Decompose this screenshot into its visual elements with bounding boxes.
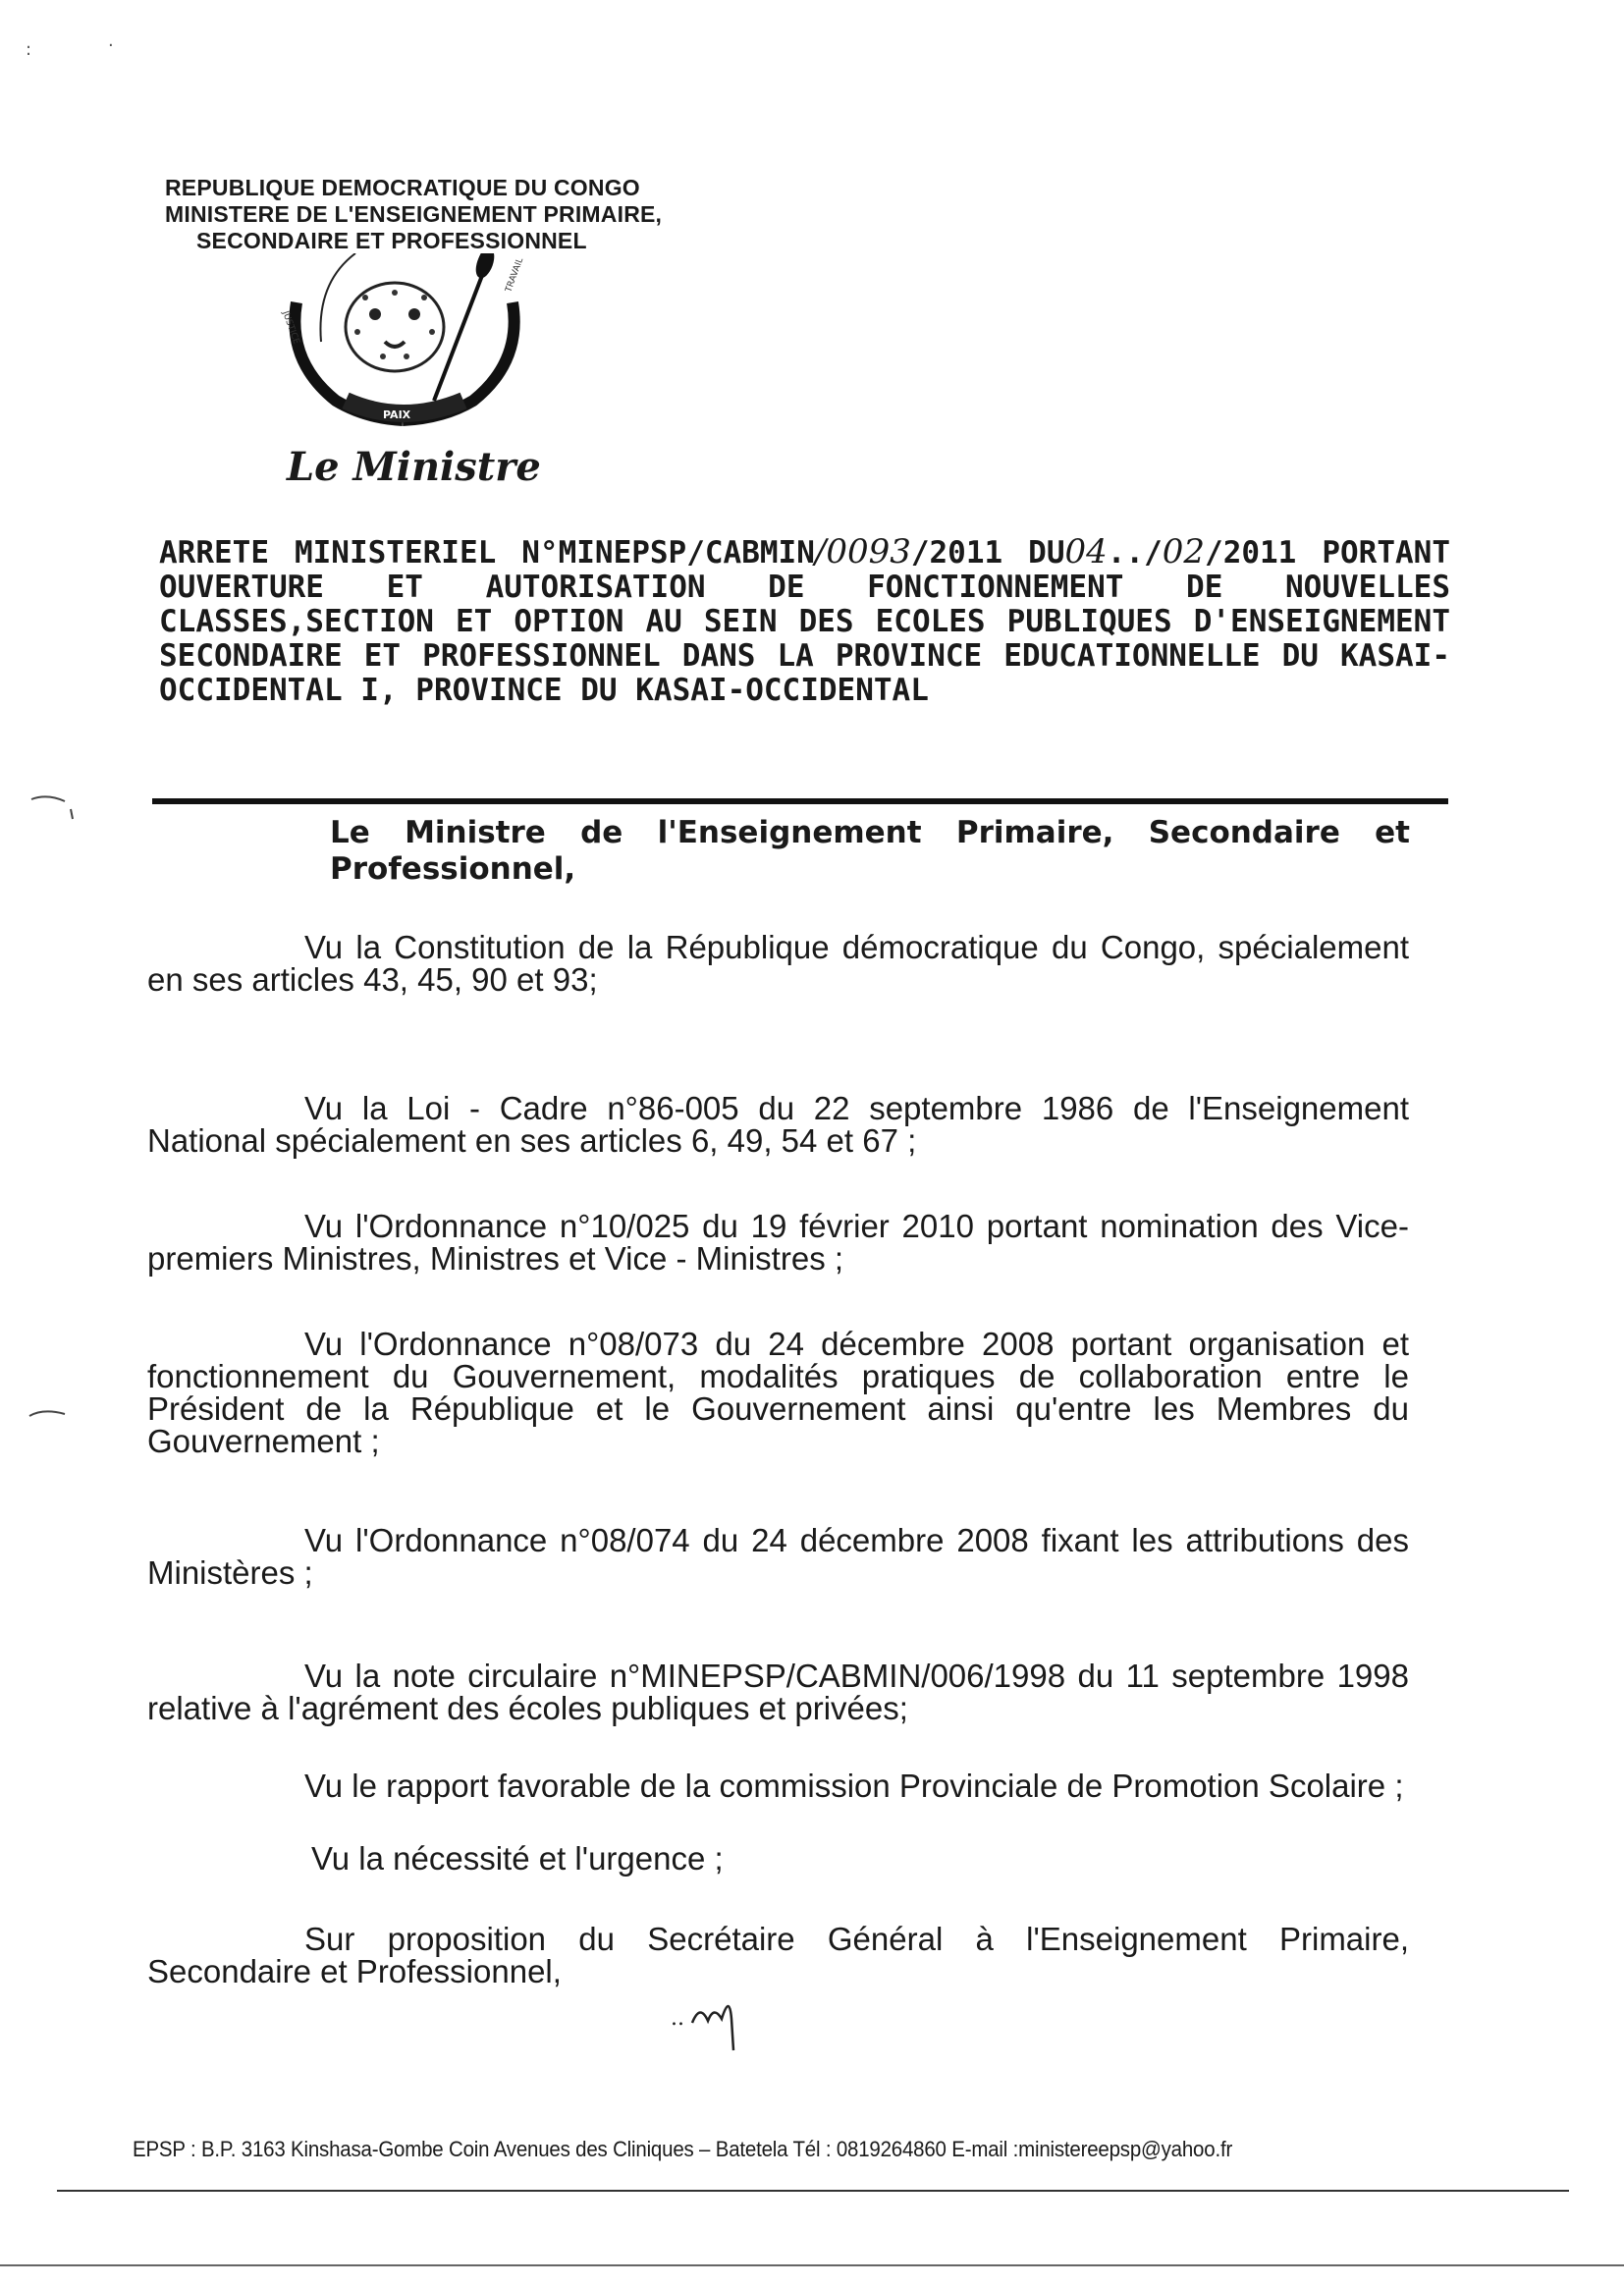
paragraph-constitution: Vu la Constitution de la République démocratique du Congo, spécialement en ses articles 43, 45, 90 et 93; bbox=[147, 929, 1409, 998]
emblem-motto-left: JUSTICE bbox=[280, 309, 301, 346]
paragraph-ordonnance-organisation: Vu l'Ordonnance n°08/073 du 24 décembre 2008 portant organisation et fonctionnement du Gouvernement, modalités pratiques de collaboration entre le Président de la République et le Gouvernement ainsi qu'entre les Membres du Gouvernement ; bbox=[147, 1326, 1409, 1459]
decree-number-handwritten: /0093 bbox=[814, 532, 911, 572]
emblem-motto-bottom: PAIX bbox=[383, 408, 411, 421]
heading-divider bbox=[152, 798, 1448, 804]
paragraph-proposition: Sur proposition du Secrétaire Général à l'Enseignement Primaire, Secondaire et Professionnel, bbox=[147, 1921, 1409, 1989]
handwritten-initials bbox=[671, 1984, 759, 2052]
scan-speck: · bbox=[108, 35, 114, 56]
header-ministry-cont: SECONDAIRE ET PROFESSIONNEL bbox=[196, 228, 587, 253]
decree-year-end: /2011 bbox=[1205, 535, 1297, 571]
scan-margin-mark bbox=[26, 1404, 69, 1424]
paragraph-ordonnance-nomination: Vu l'Ordonnance n°10/025 du 19 février 2010 portant nomination des Vice-premiers Ministres, Ministres et Vice - Ministres ; bbox=[147, 1208, 1409, 1277]
emblem-motto-right: TRAVAIL bbox=[504, 256, 526, 295]
paragraph-loi-cadre: Vu la Loi - Cadre n°86-005 du 22 septembre 1986 de l'Enseignement National spécialement en ses articles 6, 49, 54 et 67 ; bbox=[147, 1090, 1409, 1159]
decree-year: /2011 DU bbox=[910, 535, 1065, 571]
paragraph-rapport: Vu le rapport favorable de la commission Provinciale de Promotion Scolaire ; bbox=[304, 1768, 1404, 1804]
footer-contact: EPSP : B.P. 3163 Kinshasa-Gombe Coin Avenues des Cliniques – Batetela Tél : 0819264860 E-mail :ministereepsp@yahoo.fr bbox=[133, 2137, 1233, 2161]
decree-date-sep: ../ bbox=[1107, 535, 1163, 571]
header-ministry: MINISTERE DE L'ENSEIGNEMENT PRIMAIRE, bbox=[165, 201, 663, 227]
decree-heading bbox=[159, 532, 1450, 708]
decree-subject: PORTANT OUVERTURE ET AUTORISATION DE FONCTIONNEMENT DE NOUVELLES CLASSES,SECTION ET OPTION AU SEIN DES ECOLES PUBLIQUES D'ENSEIGNEMENT SECONDAIRE ET PROFESSIONNEL DANS LA PROVINCE EDUCATIONNELLE DU KASAI-OCCIDENTAL I, PROVINCE DU KASAI-OCCIDENTAL bbox=[159, 535, 1450, 708]
paragraph-ordonnance-attributions: Vu l'Ordonnance n°08/074 du 24 décembre 2008 fixant les attributions des Ministères ; bbox=[147, 1522, 1409, 1591]
minister-preamble: Le Ministre de l'Enseignement Primaire, Secondaire et Professionnel, bbox=[330, 815, 1410, 887]
leopard-coat-of-arms-icon bbox=[277, 253, 532, 440]
signature-title: Le Ministre bbox=[287, 444, 541, 490]
paragraph-note-circulaire: Vu la note circulaire n°MINEPSP/CABMIN/006/1998 du 11 septembre 1998 relative à l'agrément des écoles publiques et privées; bbox=[147, 1658, 1409, 1726]
scan-margin-mark bbox=[27, 786, 77, 825]
page-bottom-edge bbox=[0, 2264, 1624, 2266]
decree-date-day: 04 bbox=[1064, 532, 1108, 572]
footer-divider bbox=[57, 2190, 1569, 2192]
decree-date-month: 02 bbox=[1162, 532, 1206, 572]
decree-lead: ARRETE MINISTERIEL N°MINEPSP/CABMIN bbox=[159, 535, 815, 571]
paragraph-urgence: Vu la nécessité et l'urgence ; bbox=[311, 1840, 724, 1877]
scan-speck: : bbox=[26, 39, 32, 60]
header-republic: REPUBLIQUE DEMOCRATIQUE DU CONGO bbox=[165, 175, 640, 200]
svg-text:..: .. bbox=[671, 2006, 684, 2031]
